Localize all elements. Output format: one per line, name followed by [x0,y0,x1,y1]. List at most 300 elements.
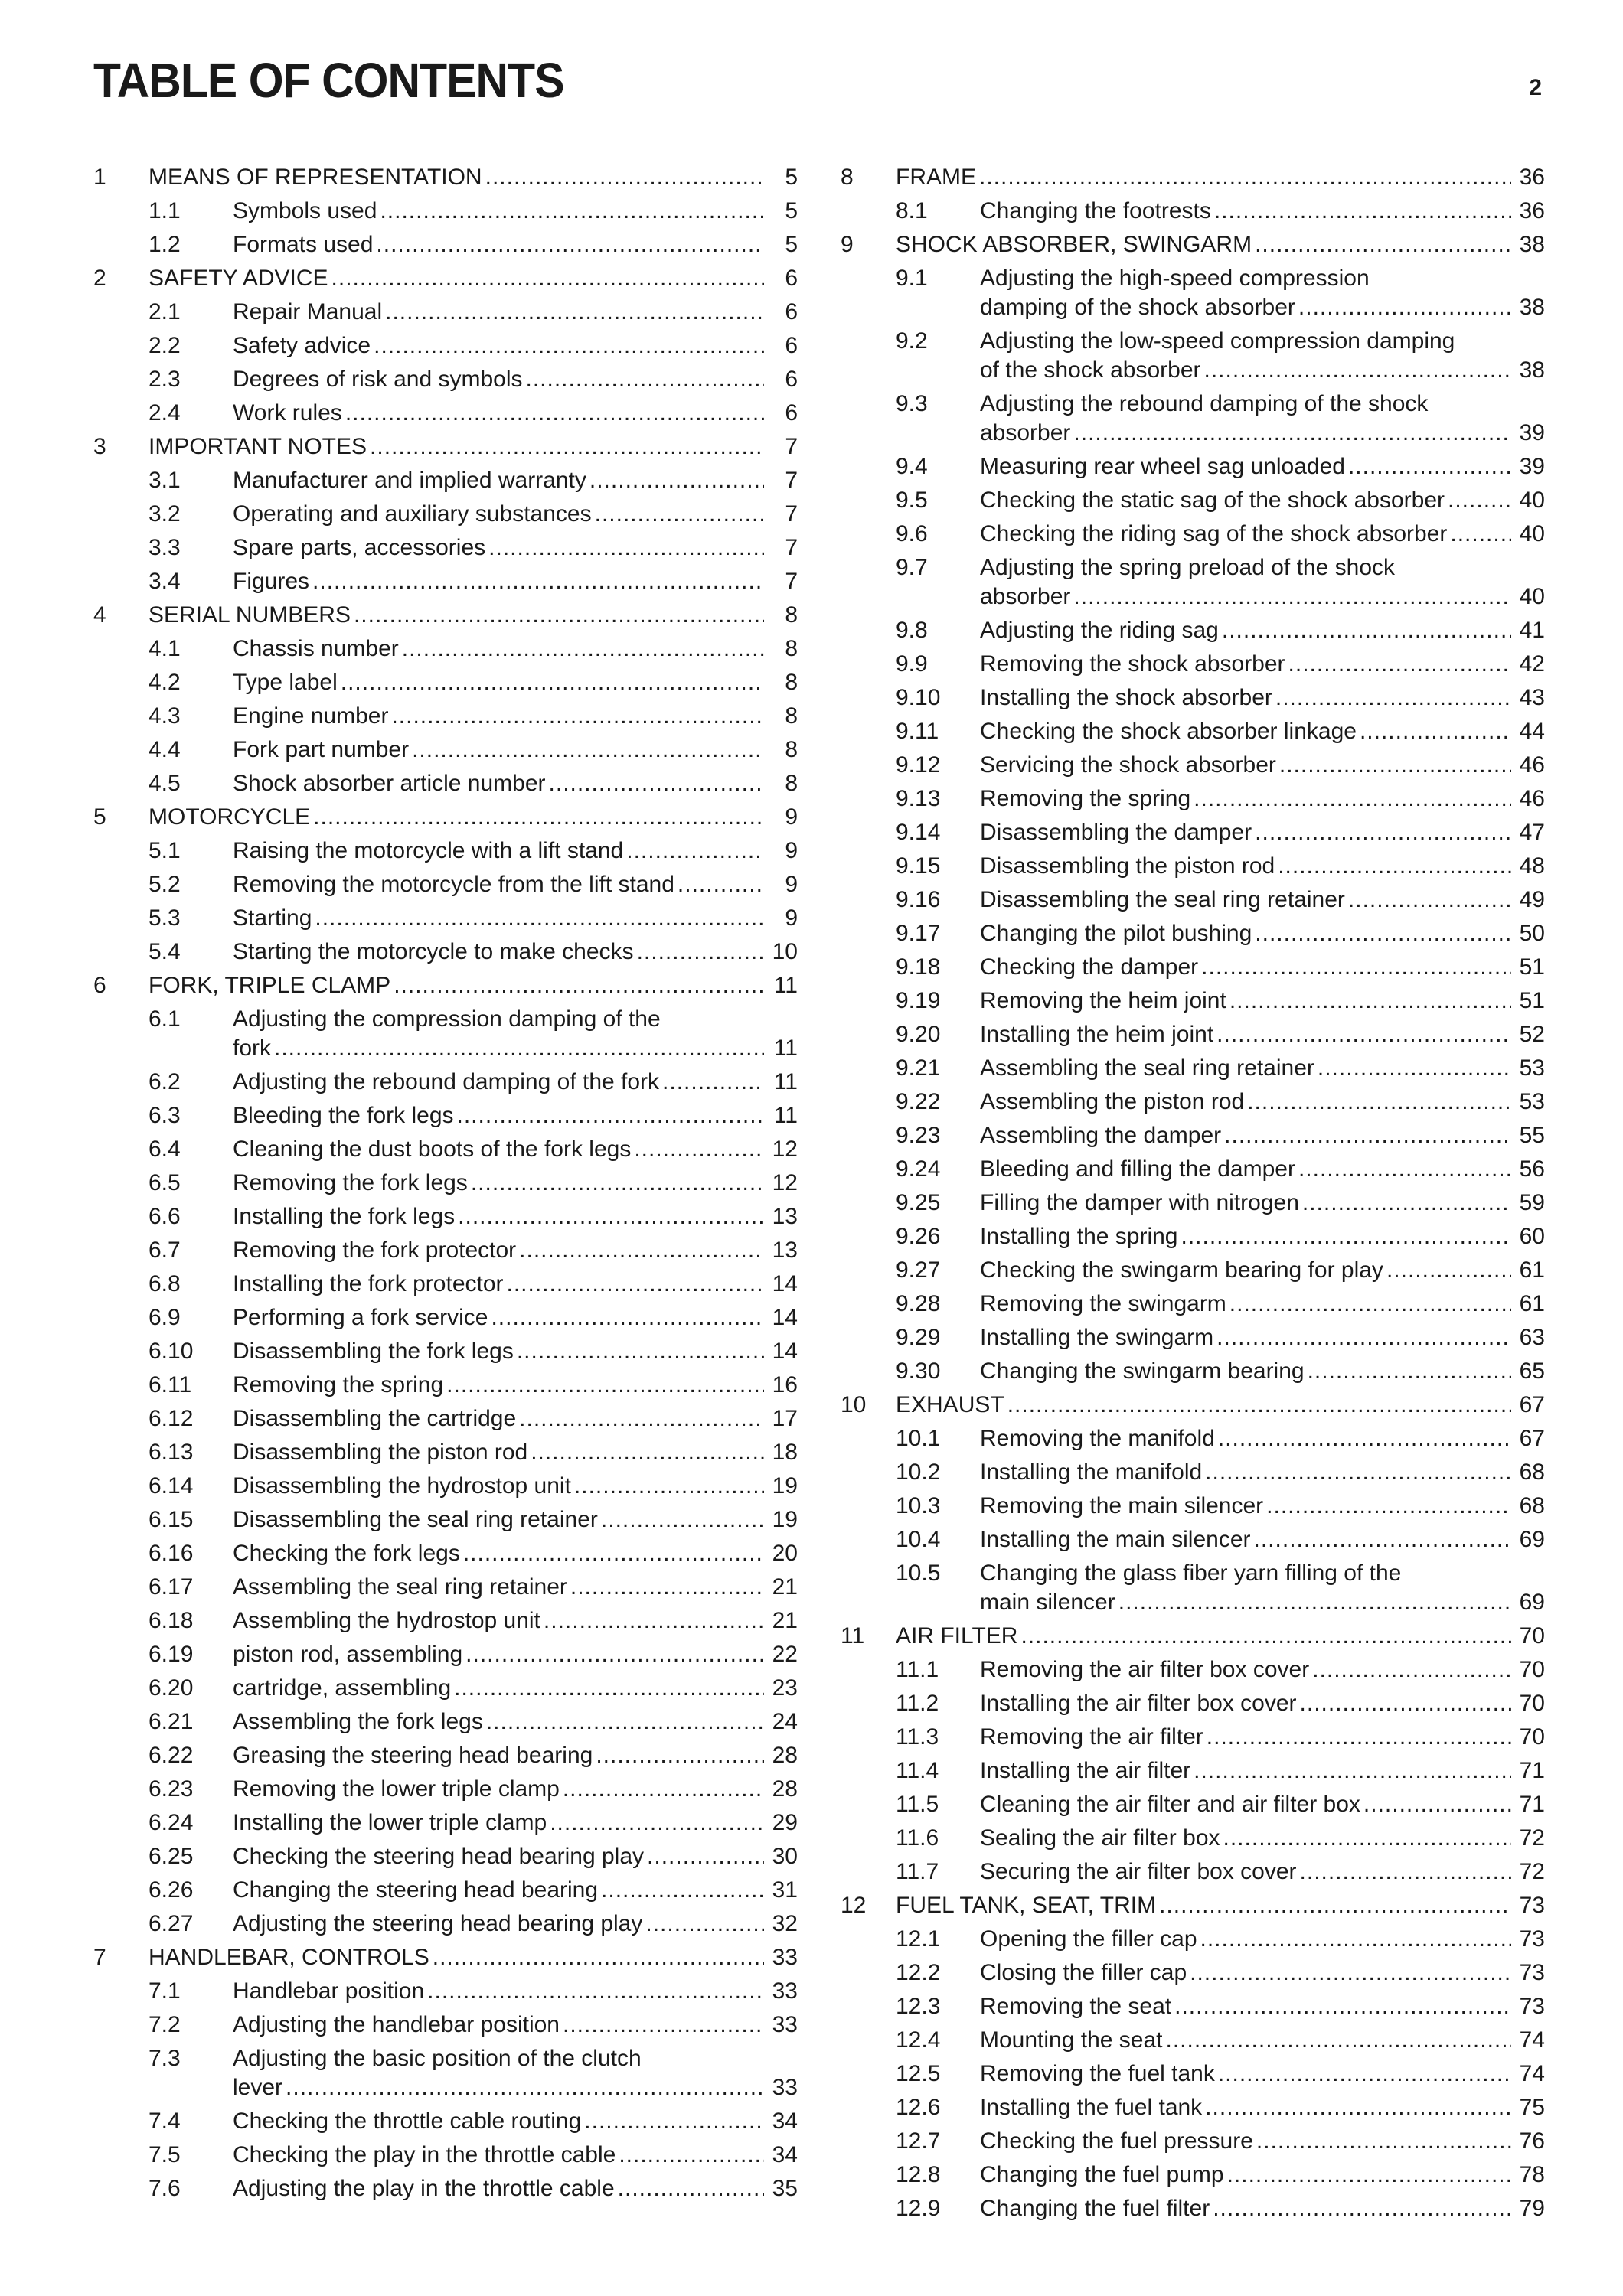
toc-entry-leader-line [980,681,1545,715]
toc-entry-number: 9.23 [896,1123,941,1148]
toc-section-entry[interactable] [841,1754,1545,1788]
toc-entry-leader-line [233,1638,798,1671]
toc-section-entry[interactable] [93,497,798,531]
toc-section-entry[interactable] [841,1052,1545,1085]
toc-section-entry[interactable] [93,1133,798,1166]
dot-leader [1223,1821,1511,1855]
toc-section-entry[interactable] [93,1537,798,1570]
toc-entry-title: Opening the filler cap [980,1926,1197,1952]
toc-entry-page-number: 16 [772,1372,798,1397]
toc-section-entry[interactable] [93,531,798,565]
toc-section-entry[interactable] [93,666,798,700]
toc-entry-title: Adjusting the spring preload of the shock [980,555,1396,580]
dot-leader [1216,1018,1511,1052]
toc-entry-page-number: 49 [1519,887,1545,912]
toc-chapter-entry[interactable] [841,1388,1545,1422]
toc-entry-page-number: 8 [785,703,798,729]
toc-entry-title: Disassembling the cartridge [233,1406,517,1431]
toc-entry-page-number: 23 [772,1675,798,1701]
toc-entry-number: 5.4 [149,939,181,964]
toc-section-entry[interactable] [93,1773,798,1806]
toc-section-entry[interactable] [93,1705,798,1739]
toc-entry-page-number: 55 [1519,1123,1545,1148]
toc-entry-page-number: 75 [1519,2095,1545,2120]
toc-section-entry[interactable] [93,700,798,733]
toc-section-entry[interactable] [841,1220,1545,1254]
toc-entry-title: Assembling the hydrostop unit [233,1608,540,1633]
toc-entry-title: Symbols used [233,198,377,223]
toc-entry-leader-line [980,1956,1545,1990]
toc-entry-leader-line [233,1065,798,1099]
toc-entry-number: 6.7 [149,1238,181,1263]
dot-leader [485,161,764,194]
toc-entry-leader-line [980,354,1545,387]
toc-section-entry[interactable] [841,816,1545,850]
toc-entry-title: Changing the pilot bushing [980,921,1252,946]
toc-section-entry[interactable] [93,902,798,935]
toc-entry-number: 10.5 [896,1561,941,1586]
toc-entry-title: Safety advice [233,333,371,358]
toc-section-entry[interactable] [841,984,1545,1018]
toc-section-entry[interactable] [841,1355,1545,1388]
dot-leader [315,902,764,935]
toc-entry-number: 9.26 [896,1224,941,1249]
toc-entry-page-number: 36 [1519,198,1545,223]
dot-leader [1181,1220,1512,1254]
toc-entry-page-number: 33 [772,1945,798,1970]
toc-entry-title-continuation: damping of the shock absorber [980,295,1295,320]
toc-section-entry[interactable] [841,1085,1545,1119]
toc-section-entry[interactable] [841,1523,1545,1557]
toc-entry-leader-line [980,1321,1545,1355]
toc-section-entry[interactable] [841,1855,1545,1889]
toc-section-entry[interactable] [93,1065,798,1099]
toc-entry-number: 9.21 [896,1055,941,1081]
toc-entry-number: 9.18 [896,954,941,980]
toc-section-entry[interactable] [841,1119,1545,1153]
toc-entry-number: 2.1 [149,299,181,325]
toc-section-entry[interactable] [841,325,1545,387]
toc-chapter-entry[interactable] [93,161,798,194]
toc-entry-page-number: 63 [1519,1325,1545,1350]
toc-entry-leader-line [980,748,1545,782]
toc-entry-leader-line [980,1220,1545,1254]
toc-entry-leader-line [980,1788,1545,1821]
toc-entry-leader-line [233,1705,798,1739]
toc-entry-page-number: 38 [1519,357,1545,383]
dot-leader [471,1166,764,1200]
toc-section-entry[interactable] [841,450,1545,484]
toc-section-entry[interactable] [93,2042,798,2105]
toc-section-entry[interactable] [93,1975,798,2008]
toc-entry-title: Checking the fuel pressure [980,2128,1253,2154]
toc-section-entry[interactable] [93,1671,798,1705]
toc-section-entry[interactable] [93,1099,798,1133]
dot-leader [454,1671,764,1705]
toc-entry-leader-line [980,614,1545,647]
toc-entry-number: 9.17 [896,921,941,946]
toc-entry-number: 12.5 [896,2061,941,2086]
toc-section-entry[interactable] [93,1638,798,1671]
toc-section-entry[interactable] [93,1604,798,1638]
toc-section-entry[interactable] [841,262,1545,325]
toc-entry-page-number: 46 [1519,752,1545,778]
toc-entry-title: Disassembling the piston rod [980,853,1275,879]
toc-section-entry[interactable] [841,1186,1545,1220]
dot-leader [376,228,764,262]
toc-entry-number: 6.22 [149,1743,194,1768]
toc-section-entry[interactable] [93,565,798,598]
toc-section-entry[interactable] [841,1254,1545,1287]
toc-entry-leader-line [233,733,798,767]
toc-entry-page-number: 21 [772,1574,798,1600]
toc-section-entry[interactable] [93,733,798,767]
toc-entry-leader-line [233,1469,798,1503]
toc-entry-leader-line [233,1840,798,1874]
toc-entry-page-number: 6 [785,333,798,358]
toc-entry-number: 1 [93,165,106,190]
toc-entry-title: Bleeding the fork legs [233,1103,454,1128]
toc-chapter-entry[interactable] [93,801,798,834]
toc-entry-number: 1.2 [149,232,181,257]
toc-section-entry[interactable] [93,363,798,396]
toc-entry-title: Checking the play in the throttle cable [233,2142,616,2167]
toc-entry-title: Removing the heim joint [980,988,1226,1013]
toc-entry-number: 10.4 [896,1527,941,1552]
toc-entry-number: 11.1 [896,1657,939,1682]
toc-chapter-entry[interactable] [841,1619,1545,1653]
dot-leader [1363,1788,1511,1821]
toc-entry-leader-line [233,228,798,262]
toc-entry-number: 7.6 [149,2176,181,2201]
toc-entry-number: 9.29 [896,1325,941,1350]
toc-section-entry[interactable] [841,1321,1545,1355]
toc-entry-number: 4.1 [149,636,181,661]
toc-section-entry[interactable] [93,834,798,868]
dot-leader [1448,484,1511,517]
toc-chapter-entry[interactable] [93,1941,798,1975]
toc-section-entry[interactable] [841,647,1545,681]
dot-leader [549,767,764,801]
toc-entry-leader-line [233,1975,798,2008]
toc-entry-title: Changing the glass fiber yarn filling of the [980,1561,1402,1586]
toc-section-entry[interactable] [93,464,798,497]
toc-entry-page-number: 6 [785,367,798,392]
toc-entry-page-number: 29 [772,1810,798,1835]
toc-chapter-entry[interactable] [841,228,1545,262]
dot-leader [626,834,764,868]
toc-entry-page-number: 60 [1519,1224,1545,1249]
toc-section-entry[interactable] [841,2158,1545,2192]
toc-entry-page-number: 7 [785,434,798,459]
toc-entry-number: 9.12 [896,752,941,778]
toc-entry-title: AIR FILTER [896,1623,1018,1649]
toc-entry-leader-line [980,883,1545,917]
toc-entry-number: 10.3 [896,1493,941,1518]
toc-section-entry[interactable] [93,1436,798,1469]
dot-leader [1298,1153,1511,1186]
toc-chapter-entry[interactable] [93,598,798,632]
toc-entry-number: 6.18 [149,1608,194,1633]
toc-section-entry[interactable] [93,396,798,430]
toc-entry-number: 7.1 [149,1978,181,2004]
toc-section-entry[interactable] [841,1788,1545,1821]
toc-section-entry[interactable] [93,1739,798,1773]
toc-section-entry[interactable] [93,295,798,329]
toc-section-entry[interactable] [841,883,1545,917]
dot-leader [1386,1254,1511,1287]
toc-entry-page-number: 38 [1519,295,1545,320]
toc-section-entry[interactable] [841,1422,1545,1456]
dot-leader [678,868,764,902]
toc-entry-title: Installing the air filter box cover [980,1691,1297,1716]
toc-chapter-entry[interactable] [93,969,798,1003]
toc-entry-leader-line [233,700,798,733]
toc-section-entry[interactable] [93,935,798,969]
toc-section-entry[interactable] [93,2105,798,2138]
dot-leader [563,1773,764,1806]
toc-chapter-entry[interactable] [841,161,1545,194]
toc-entry-page-number: 35 [772,2176,798,2201]
toc-section-entry[interactable] [841,917,1545,951]
toc-entry-leader-line [980,1052,1545,1085]
dot-leader [517,1335,764,1368]
toc-entry-leader-line [233,1032,798,1065]
toc-chapter-entry[interactable] [841,1889,1545,1923]
dot-leader [345,396,764,430]
toc-section-entry[interactable] [93,1402,798,1436]
toc-entry-title: Installing the swingarm [980,1325,1214,1350]
toc-entry-page-number: 74 [1519,2061,1545,2086]
toc-entry-number: 8 [841,165,854,190]
toc-entry-number: 9.3 [896,391,928,416]
toc-entry-number: 6.13 [149,1440,194,1465]
toc-entry-title: Assembling the piston rod [980,1089,1245,1114]
toc-entry-title: Cleaning the dust boots of the fork legs [233,1137,632,1162]
toc-section-entry[interactable] [93,868,798,902]
toc-section-entry[interactable] [841,1923,1545,1956]
toc-section-entry[interactable] [841,2192,1545,2226]
toc-section-entry[interactable] [841,951,1545,984]
toc-section-entry[interactable] [841,1489,1545,1523]
toc-entry-title: Starting [233,905,312,931]
toc-section-entry[interactable] [841,1956,1545,1990]
toc-section-entry[interactable] [93,1003,798,1065]
toc-section-entry[interactable] [841,1557,1545,1619]
toc-section-entry[interactable] [93,1806,798,1840]
dot-leader [1213,2192,1511,2226]
toc-entry-title: Installing the fork protector [233,1271,504,1296]
toc-entry-title: Raising the motorcycle with a lift stand [233,838,624,863]
toc-entry-page-number: 18 [772,1440,798,1465]
toc-section-entry[interactable] [93,329,798,363]
toc-section-entry[interactable] [841,715,1545,748]
toc-entry-title: Securing the air filter box cover [980,1859,1297,1884]
toc-section-entry[interactable] [93,1570,798,1604]
toc-section-entry[interactable] [93,1166,798,1200]
toc-entry-leader-line [980,1085,1545,1119]
toc-section-entry[interactable] [93,632,798,666]
toc-entry-page-number: 44 [1519,719,1545,744]
dot-leader [526,363,765,396]
dot-leader [550,1806,764,1840]
toc-section-entry[interactable] [841,1720,1545,1754]
toc-section-entry[interactable] [93,1335,798,1368]
dot-leader [491,1301,764,1335]
toc-entry-title: Filling the damper with nitrogen [980,1190,1299,1215]
toc-entry-leader-line [233,902,798,935]
dot-leader [331,262,764,295]
toc-section-entry[interactable] [841,748,1545,782]
toc-section-entry[interactable] [841,517,1545,551]
toc-section-entry[interactable] [93,1368,798,1402]
toc-entry-title: SAFETY ADVICE [149,266,328,291]
toc-entry-page-number: 7 [785,501,798,527]
dot-leader [488,531,764,565]
page-title: TABLE OF CONTENTS [93,53,564,108]
dot-leader [412,733,764,767]
dot-leader [1224,1119,1511,1153]
toc-entry-page-number: 46 [1519,786,1545,811]
toc-entry-page-number: 61 [1519,1257,1545,1283]
toc-entry-leader-line [980,1653,1545,1687]
toc-entry-number: 3.1 [149,468,181,493]
toc-section-entry[interactable] [93,1301,798,1335]
toc-chapter-entry[interactable] [93,430,798,464]
toc-section-entry[interactable] [841,850,1545,883]
toc-entry-number: 6 [93,973,106,998]
dot-leader [618,2172,764,2206]
toc-entry-page-number: 8 [785,771,798,796]
toc-section-entry[interactable] [841,387,1545,450]
toc-section-entry[interactable] [841,1287,1545,1321]
toc-entry-page-number: 68 [1519,1493,1545,1518]
toc-entry-page-number: 19 [772,1507,798,1532]
dot-leader [1348,450,1511,484]
toc-entry-leader-line [980,194,1545,228]
toc-section-entry[interactable] [841,1990,1545,2024]
toc-section-entry[interactable] [841,1456,1545,1489]
toc-entry-title: Repair Manual [233,299,383,325]
toc-section-entry[interactable] [841,2125,1545,2158]
toc-entry-leader-line [233,1099,798,1133]
toc-section-entry[interactable] [93,1469,798,1503]
toc-section-entry[interactable] [841,782,1545,816]
toc-section-entry[interactable] [93,1200,798,1234]
toc-section-entry[interactable] [93,1907,798,1941]
toc-entry-page-number: 76 [1519,2128,1545,2154]
toc-entry-leader-line [233,1503,798,1537]
toc-section-entry[interactable] [93,1503,798,1537]
toc-entry-title: Checking the throttle cable routing [233,2108,582,2134]
toc-entry-title: Sealing the air filter box [980,1825,1220,1851]
toc-section-entry[interactable] [93,1234,798,1267]
toc-section-entry[interactable] [841,1653,1545,1687]
toc-entry-title: Type label [233,670,338,695]
toc-entry-number: 7.2 [149,2012,181,2037]
toc-entry-title-continuation: absorber [980,420,1071,445]
toc-entry-number: 12.9 [896,2196,941,2221]
toc-entry-page-number: 9 [785,905,798,931]
toc-section-entry[interactable] [841,1687,1545,1720]
toc-entry-leader-line [980,1422,1545,1456]
toc-entry-number: 3.3 [149,535,181,560]
dot-leader [574,1469,764,1503]
dot-leader [313,801,764,834]
toc-section-entry[interactable] [841,551,1545,614]
toc-entry-number: 9.27 [896,1257,941,1283]
toc-entry-page-number: 78 [1519,2162,1545,2187]
toc-entry-leader-line [233,1907,798,1941]
toc-entry-number: 4.2 [149,670,181,695]
toc-entry-title-continuation: absorber [980,584,1071,609]
toc-entry-title: Closing the filler cap [980,1960,1187,1985]
toc-entry-title-continuation: of the shock absorber [980,357,1201,383]
toc-section-entry[interactable] [841,681,1545,715]
toc-section-entry[interactable] [93,1874,798,1907]
toc-entry-leader-line [980,1687,1545,1720]
toc-section-entry[interactable] [841,1821,1545,1855]
toc-entry-page-number: 21 [772,1608,798,1633]
toc-section-entry[interactable] [841,484,1545,517]
dot-leader [380,194,764,228]
toc-entry-title: Removing the manifold [980,1426,1215,1451]
toc-section-entry[interactable] [841,2024,1545,2057]
toc-section-entry[interactable] [93,767,798,801]
toc-entry-leader-line [233,531,798,565]
toc-entry-leader-line [149,430,798,464]
toc-entry-page-number: 42 [1519,651,1545,677]
toc-entry-title: SHOCK ABSORBER, SWINGARM [896,232,1252,257]
toc-entry-leader-line [149,1941,798,1975]
toc-entry-title: Adjusting the steering head bearing play [233,1911,643,1936]
toc-section-entry[interactable] [841,2091,1545,2125]
toc-entry-page-number: 70 [1519,1623,1545,1649]
dot-leader [427,1975,764,2008]
toc-section-entry[interactable] [93,2138,798,2172]
toc-entry-leader-line [980,580,1545,614]
toc-section-entry[interactable] [841,614,1545,647]
toc-section-entry[interactable] [93,2008,798,2042]
toc-entry-leader-line [149,801,798,834]
toc-section-entry[interactable] [93,194,798,228]
toc-entry-leader-line [233,1874,798,1907]
dot-leader [1222,614,1511,647]
dot-leader [341,666,764,700]
toc-entry-page-number: 51 [1519,988,1545,1013]
toc-entry-title: FUEL TANK, SEAT, TRIM [896,1893,1157,1918]
toc-section-entry[interactable] [93,1840,798,1874]
toc-section-entry[interactable] [93,2172,798,2206]
dot-leader [596,1739,764,1773]
toc-entry-title: Assembling the damper [980,1123,1222,1148]
toc-section-entry[interactable] [841,2057,1545,2091]
toc-section-entry[interactable] [841,1153,1545,1186]
toc-section-entry[interactable] [93,1267,798,1301]
toc-section-entry[interactable] [841,1018,1545,1052]
toc-entry-title: Disassembling the seal ring retainer [233,1507,598,1532]
toc-entry-title: Installing the air filter [980,1758,1191,1783]
toc-entry-leader-line [980,1489,1545,1523]
toc-chapter-entry[interactable] [93,262,798,295]
toc-entry-title: Spare parts, accessories [233,535,486,560]
dot-leader [519,1234,764,1267]
toc-section-entry[interactable] [841,194,1545,228]
dot-leader [595,497,764,531]
dot-leader [446,1368,764,1402]
toc-entry-page-number: 17 [772,1406,798,1431]
toc-section-entry[interactable] [93,228,798,262]
